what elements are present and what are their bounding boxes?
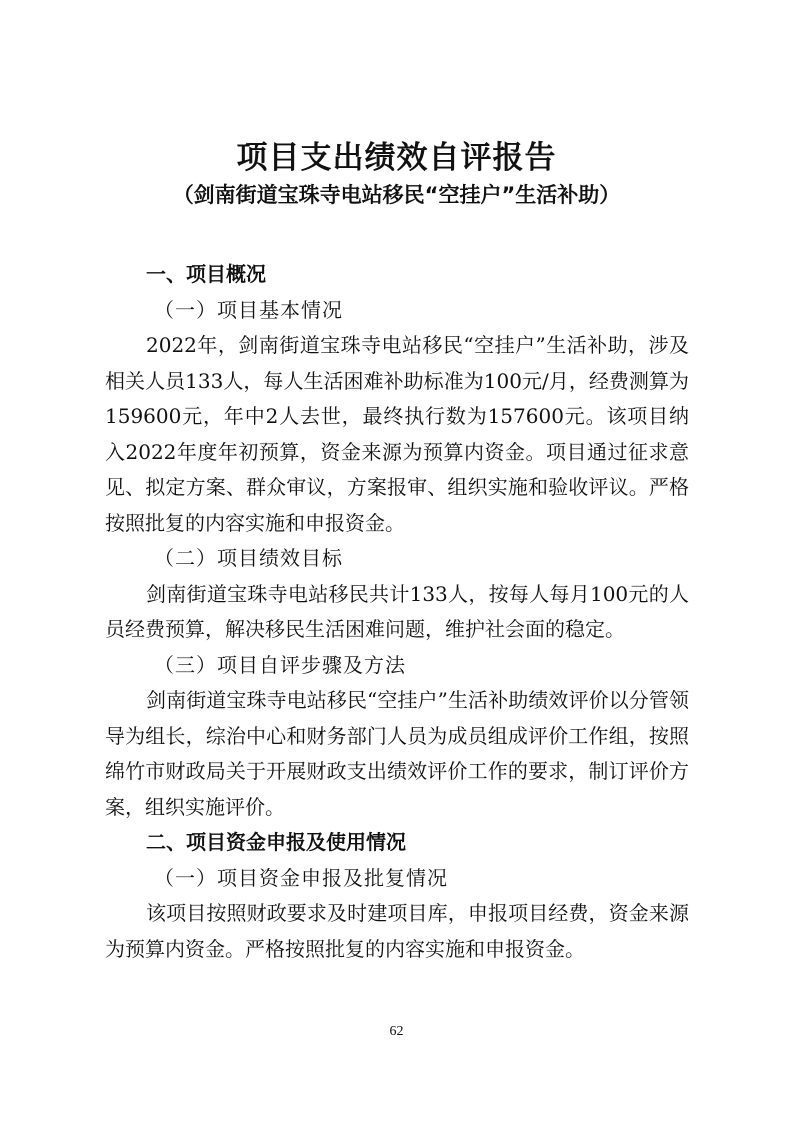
subsection-heading-funding-approval: （一）项目资金申报及批复情况 [154, 865, 448, 890]
subsection-heading-performance-goal: （二）项目绩效目标 [154, 546, 343, 570]
subsection-heading-basic-info: （一）项目基本情况 [154, 297, 343, 322]
section-heading-overview: 一、项目概况 [146, 262, 266, 286]
document-body [105, 257, 689, 967]
subsection-heading-evaluation-method: （三）项目自评步骤及方法 [154, 652, 406, 677]
document-title: 项目支出绩效自评报告 [236, 140, 557, 176]
section-heading-funding: 二、项目资金申报及使用情况 [146, 830, 406, 854]
paragraph-performance-goal: 剑南街道宝珠寺电站移民共计133人，按每人每月100元的人员经费预算，解决移民生活困难问题，维护社会面的稳定。 [105, 581, 689, 641]
document-subtitle: （剑南街道宝珠寺电站移民“空挂户”生活补助） [172, 183, 621, 207]
page-number: 62 [389, 1024, 404, 1039]
paragraph-basic-info: 2022年，剑南街道宝珠寺电站移民“空挂户”生活补助，涉及相关人员133人，每人生活困难补助标准为100元/月，经费测算为159600元，年中2人去世，最终执行数为157600元。该项目纳入2022年度年初预算，资金来源为预算内资金。项目通过征求意见、拟定方案、群众审议，方案报审、组织实施和验收评议。严格按照批复的内容实施和申报资金。 [105, 333, 689, 535]
paragraph-evaluation-method: 剑南街道宝珠寺电站移民“空挂户”生活补助绩效评价以分管领导为组长，综治中心和财务部门人员为成员组成评价工作组，按照绵竹市财政局关于开展财政支出绩效评价工作的要求，制订评价方案，组织实施评价。 [105, 688, 689, 819]
paragraph-funding-approval: 该项目按照财政要求及时建项目库，申报项目经费，资金来源为预算内资金。严格按照批复的内容实施和申报资金。 [105, 901, 689, 961]
